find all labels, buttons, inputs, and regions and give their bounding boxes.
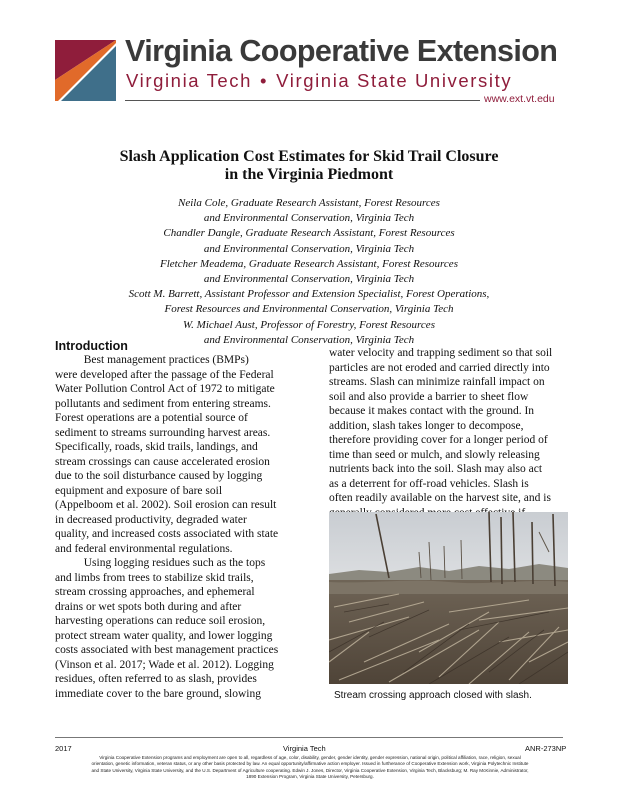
body-line: costs associated with best management practices xyxy=(55,644,279,656)
header-rule xyxy=(125,100,480,101)
author-line: Chandler Dangle, Graduate Research Assistant, Forest Resources xyxy=(163,227,455,240)
body-line: therefore providing cover for a longer period of xyxy=(329,434,548,446)
author-line: and Environmental Conservation, Virginia Tech xyxy=(203,273,415,286)
body-line: drains or wet spots both during and after xyxy=(55,600,242,613)
author-line: Neila Cole, Graduate Research Assistant, Forest Resources xyxy=(178,197,440,209)
author-line: W. Michael Aust, Professor of Forestry, Forest Resources xyxy=(183,318,435,331)
body-line: addition, slash takes longer to decompose, xyxy=(329,419,524,432)
document-title xyxy=(60,148,558,184)
body-line: in decreased productivity, degraded water xyxy=(55,513,247,526)
slash-crossing-photo xyxy=(329,512,568,684)
brand-separator: • xyxy=(260,70,269,91)
body-line: equipment and exposure of bare soil xyxy=(55,484,223,497)
section-heading: Introduction xyxy=(55,339,128,353)
body-line: residues, often referred to as slash, provides xyxy=(55,673,257,685)
body-line: Using logging residues such as the tops xyxy=(55,557,266,569)
body-line: because it makes contact with the ground. In xyxy=(329,405,535,417)
footer-year: 2017 xyxy=(55,744,72,753)
author-line: Fletcher Meadema, Graduate Research Assistant, Forest Resources xyxy=(160,257,458,270)
body-line: soil and also provide a barrier to sheet flow xyxy=(329,390,529,403)
body-line: quality, and increased costs associated with state xyxy=(55,528,279,540)
body-line: time than seed or mulch, and slowly releasing xyxy=(329,448,540,461)
body-line: streams. Slash can minimize rainfall impact on xyxy=(329,376,545,388)
brand-university-vt: Virginia Tech xyxy=(126,70,253,91)
body-line: sediment to streams surrounding harvest areas. xyxy=(55,426,271,439)
body-line: and limbs from trees to stabilize skid trails, xyxy=(55,571,254,584)
author-line: and Environmental Conservation, Virginia Tech xyxy=(203,333,415,346)
body-line: (Vinson et al. 2017; Wade et al. 2012). Logging xyxy=(55,658,274,671)
body-line: water velocity and trapping sediment so that soil xyxy=(329,347,553,359)
body-line: stream crossing approaches, and ephemeral xyxy=(55,586,255,598)
author-line: and Environmental Conservation, Virginia Tech xyxy=(203,242,415,255)
title-line: in the Virginia Piedmont xyxy=(224,166,394,183)
body-line: protect stream water quality, and lower logging xyxy=(55,629,273,642)
brand-name: Virginia Cooperative Extension xyxy=(125,34,558,68)
fine-print-line: 1890 Extension Program, Virginia State University, Petersburg. xyxy=(246,774,374,780)
body-line: Water Pollution Control Act of 1972 to mitigate xyxy=(55,383,275,395)
body-line: immediate cover to the bare ground, slowing xyxy=(55,687,261,700)
body-line: Best management practices (BMPs) xyxy=(55,354,249,366)
body-line: Forest operations are a potential source of xyxy=(55,412,248,424)
fine-print-line: and State University, Virginia State University, and the U.S. Department of Agriculture cooperating. Edwin J. Jones, Director, Virginia Cooperative Extension, Virginia Tech, Blacksburg; M. Ray McKinnie, Administrator, xyxy=(91,767,529,773)
author-line: Scott M. Barrett, Assistant Professor and Extension Specialist, Forest Operations, xyxy=(128,288,490,301)
body-line: pollutants and sediment from entering streams. xyxy=(55,397,271,410)
fine-print-line: orientation, genetic information, veteran status, or any other basis protected by law. An equal opportunity/affirmative action employer. Issued in furtherance of Cooperative Extension work, Virginia Polytechnic Institute xyxy=(91,761,529,767)
body-line: (Appelboom et al. 2002). Soil erosion can result xyxy=(55,499,277,511)
author-list xyxy=(60,196,558,348)
fine-print-line: Virginia Cooperative Extension programs and employment are open to all, regardless of age, color, disability, gender, gender identity, gender expression, national origin, political affiliation, race, religion, sexual xyxy=(99,755,521,760)
author-line: Forest Resources and Environmental Conservation, Virginia Tech xyxy=(164,303,454,316)
body-line: were developed after the passage of the Federal xyxy=(55,368,274,381)
body-line: stream crossings can cause accelerated erosion xyxy=(55,455,270,468)
body-line: often readily available on the harvest site, and is xyxy=(329,492,551,504)
body-line: nutrients back into the soil. Slash may also act xyxy=(329,463,543,475)
body-line: Specifically, roads, skid trails, landings, and xyxy=(55,441,258,453)
vce-logo-icon xyxy=(55,40,116,101)
brand-url-link[interactable]: www.ext.vt.edu xyxy=(484,93,555,105)
photo-caption: Stream crossing approach closed with slash. xyxy=(334,690,532,701)
title-line: Slash Application Cost Estimates for Skid Trail Closure xyxy=(119,148,499,165)
footer-fine-print xyxy=(55,755,565,781)
left-column xyxy=(55,353,300,701)
right-column xyxy=(329,346,579,520)
body-line: and federal environmental regulations. xyxy=(55,542,233,555)
footer-institution: Virginia Tech xyxy=(283,744,326,753)
body-line: due to the soil disturbance caused by logging xyxy=(55,470,263,482)
brand-universities xyxy=(126,70,512,92)
brand-university-vsu: Virginia State University xyxy=(276,70,513,91)
body-line: harvesting operations can reduce soil erosion, xyxy=(55,615,266,627)
footer-publication-code: ANR-273NP xyxy=(525,744,567,753)
author-line: and Environmental Conservation, Virginia Tech xyxy=(203,212,415,225)
footer-rule xyxy=(55,737,563,738)
body-line: particles are not eroded and carried directly into xyxy=(329,361,550,374)
body-line: as a deterrent for off-road vehicles. Slash is xyxy=(329,477,529,490)
